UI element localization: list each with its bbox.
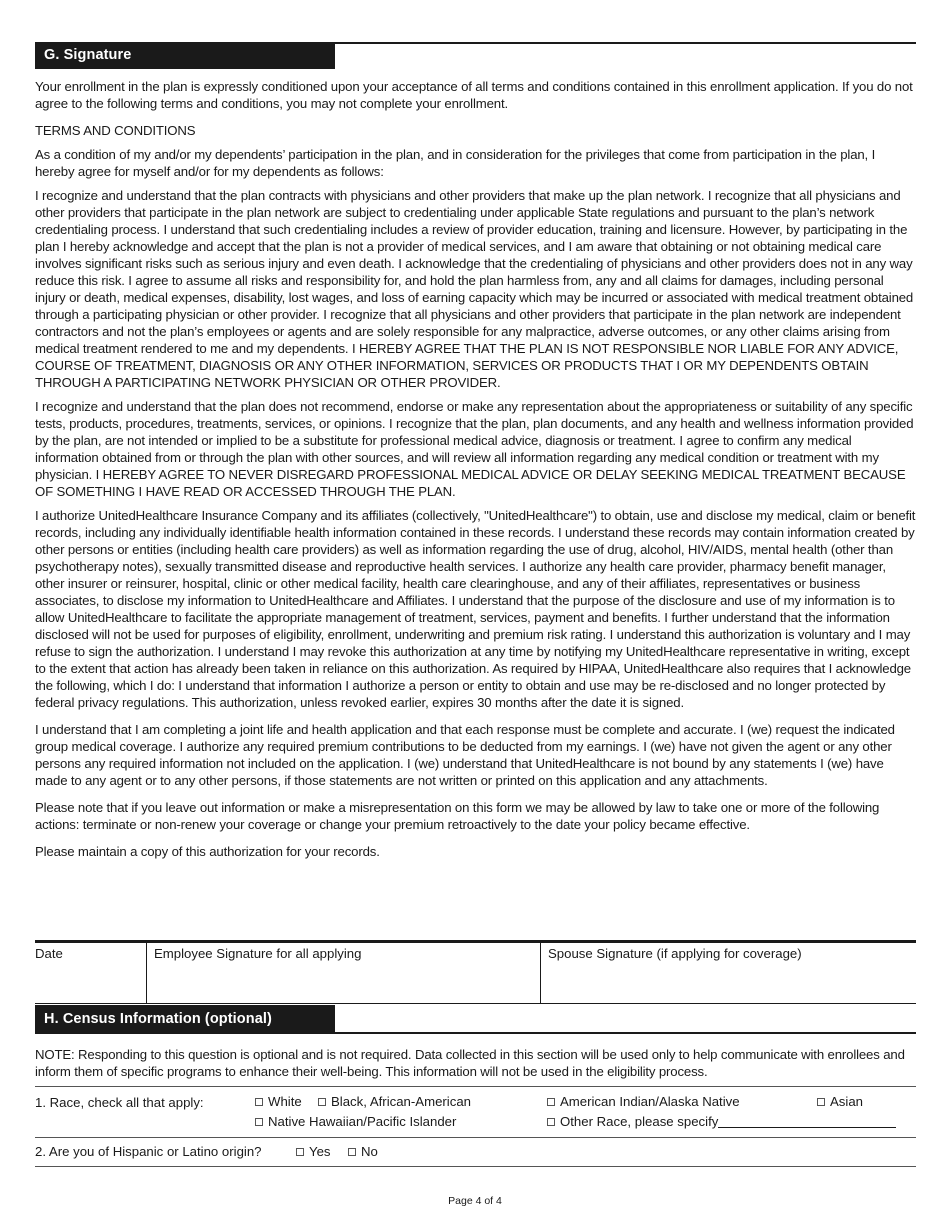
date-field[interactable]	[35, 943, 146, 1003]
checkbox-icon[interactable]	[255, 1118, 263, 1126]
other-race-specify-line[interactable]	[718, 1115, 896, 1128]
signature-row	[35, 940, 916, 1004]
terms-heading: TERMS AND CONDITIONS	[35, 123, 196, 138]
section-g-title: G. Signature	[35, 42, 335, 69]
section-g-body	[35, 78, 916, 867]
joint-application-paragraph: I understand that I am completing a joint life and health application and that each response must be complete and accurate. I (we) request the indicated group medical coverage. I authorize any required premium contributions to be deducted from my earnings. I (we) have not given the agent or any other persons any required information not included on the application. I (we) understand that UnitedHealthcare is not bound by any statements I (we) have made to any agent or to any other persons, if those statements are not written or printed on this application and any attachments.	[35, 722, 895, 788]
keep-copy-paragraph: Please maintain a copy of this authorization for your records.	[35, 844, 380, 859]
census-note: NOTE: Responding to this question is optional and is not required. Data collected in this section will be used only to help communicate with enrollees and inform them of specific programs to enhance their well-being. This information will not be used in the eligibility process.	[35, 1047, 905, 1079]
condition-paragraph: As a condition of my and/or my dependents’ participation in the plan, and in consideration for the privileges that come from participation in the plan, I hereby agree for myself and/or for my dependents as follows:	[35, 147, 876, 179]
checkbox-icon[interactable]	[817, 1098, 825, 1106]
intro-paragraph: Your enrollment in the plan is expressly conditioned upon your acceptance of all terms and conditions contained in this enrollment application. If you do not agree to the following terms and conditions, you may not complete your enrollment.	[35, 79, 913, 111]
section-h-rule	[35, 1032, 916, 1034]
employee-signature-field[interactable]	[146, 943, 540, 1003]
hispanic-question-label: 2. Are you of Hispanic or Latino origin?	[35, 1144, 262, 1159]
endorsement-paragraph: I recognize and understand that the plan does not recommend, endorse or make any representation about the appropriateness or suitability of any specific tests, products, procedures, treatments, services, or opinions. I recognize that the plan, plan documents, and any health and wellness information provided by the plan, are not intended or implied to be a substitute for professional medical advice, diagnosis or treatment. I agree to confirm any medical information obtained from or through the plan with other sources, and will review all information regarding any medical condition or treatment with my physician. I HEREBY AGREE TO NEVER DISREGARD PROFESSIONAL MEDICAL ADVICE OR DELAY SEEKING MEDICAL TREATMENT BECAUSE OF SOMETHING I HAVE READ OR ACCESSED THROUGH THE PLAN.	[35, 399, 914, 499]
hispanic-option-yes[interactable]: Yes	[296, 1144, 331, 1159]
section-h-header	[35, 1005, 916, 1034]
race-question-label: 1. Race, check all that apply:	[35, 1095, 204, 1110]
misrepresentation-paragraph: Please note that if you leave out information or make a misrepresentation on this form we may be allowed by law to take one or more of the following actions: terminate or non-renew your coverage or change your premium retroactively to the date your policy became effective.	[35, 800, 880, 832]
checkbox-icon[interactable]	[348, 1148, 356, 1156]
race-option-american-indian[interactable]: American Indian/Alaska Native	[547, 1094, 740, 1109]
authorization-paragraph: I authorize UnitedHealthcare Insurance Company and its affiliates (collectively, "UnitedHealthcare") to obtain, use and disclose my medical, claim or benefit records, including any individually identifiable health information contained in these records. I understand these records may contain information created by other persons or entities (including health care providers) as well as information regarding the use of drug, alcohol, HIV/AIDS, mental health (other than psychotherapy notes), sexually transmitted disease and reproductive health services. I authorize any health care provider, pharmacy benefit manager, other insurer or reinsurer, hospital, clinic or other medical facility, health care clearinghouse, and any of their affiliates, representatives or business associates, to disclose my information to UnitedHealthcare and Affiliates. I understand that the purpose of the disclosure and use of my information is to allow UnitedHealthcare to facilitate the appropriate management of treatment, services, payment and benefits. I further understand that the information disclosed will not be used for purposes of eligibility, enrollment, underwriting and premium risk rating. I understand this authorization is voluntary and I may refuse to sign the authorization. I understand I may revoke this authorization at any time by notifying my UnitedHealthcare representative in writing, except to the extent that action has already been taken in reliance on this authorization. As required by HIPAA, UnitedHealthcare also requires that I acknowledge the following, which I do: I understand that information I authorize a person or entity to obtain and use may be re-disclosed and no longer protected by federal privacy regulations. This authorization, unless revoked earlier, expires 30 months after the date it is signed.	[35, 508, 916, 710]
race-option-black[interactable]: Black, African-American	[318, 1094, 471, 1109]
section-h-title: H. Census Information (optional)	[35, 1005, 335, 1034]
page-number: Page 4 of 4	[448, 1195, 502, 1207]
race-option-native-hawaiian[interactable]: Native Hawaiian/Pacific Islander	[255, 1114, 456, 1129]
race-option-asian[interactable]: Asian	[817, 1094, 863, 1109]
network-paragraph: I recognize and understand that the plan contracts with physicians and other providers that make up the plan network. I recognize that all physicians and other providers that participate in the plan network are subject to credentialing under applicable State regulations and pursuant to the plan’s network credentialing process. I understand that such credentialing includes a review of provider education, training and licensure. However, by participating in the plan I hereby acknowledge and accept that the plan is not a provider of medical services, and I am aware that obtaining or not obtaining medical care involves significant risks such as serious injury and even death. I acknowledge that the credentialing of physicians and other providers does not in any way reduce this risk. I agree to assume all risks and responsibility for, and hold the plan harmless from, any and all claims for damages, including personal injury or death, medical expenses, disability, lost wages, and loss of earning capacity which may be incurred or associated with medical treatment obtained through a participating physician or other provider. I recognize that all physicians and other providers that participate in the plan network are independent contractors and not the plan’s employees or agents and are solely responsible for any malpractice, adverse outcomes, or any other claims arising from medical treatment rendered to me and my dependents. I HEREBY AGREE THAT THE PLAN IS NOT RESPONSIBLE NOR LIABLE FOR ANY ADVICE, COURSE OF TREATMENT, DIAGNOSIS OR ANY OTHER INFORMATION, SERVICES OR PRODUCTS THAT I OR MY DEPENDENTS OBTAIN THROUGH A PARTICIPATING NETWORK PHYSICIAN OR OTHER PROVIDER.	[35, 188, 914, 390]
race-option-white[interactable]: White	[255, 1094, 302, 1109]
section-g-header	[35, 42, 916, 69]
race-option-other[interactable]: Other Race, please specify	[547, 1114, 896, 1129]
hispanic-option-no[interactable]: No	[348, 1144, 378, 1159]
checkbox-icon[interactable]	[318, 1098, 326, 1106]
checkbox-icon[interactable]	[255, 1098, 263, 1106]
spouse-signature-field[interactable]	[540, 943, 916, 1003]
hispanic-question-row	[35, 1137, 916, 1167]
spouse-signature-label: Spouse Signature (if applying for coverage)	[548, 946, 802, 961]
checkbox-icon[interactable]	[547, 1118, 555, 1126]
checkbox-icon[interactable]	[547, 1098, 555, 1106]
race-question-row	[35, 1086, 916, 1138]
employee-signature-label: Employee Signature for all applying	[154, 946, 362, 961]
checkbox-icon[interactable]	[296, 1148, 304, 1156]
date-label: Date	[35, 946, 63, 961]
